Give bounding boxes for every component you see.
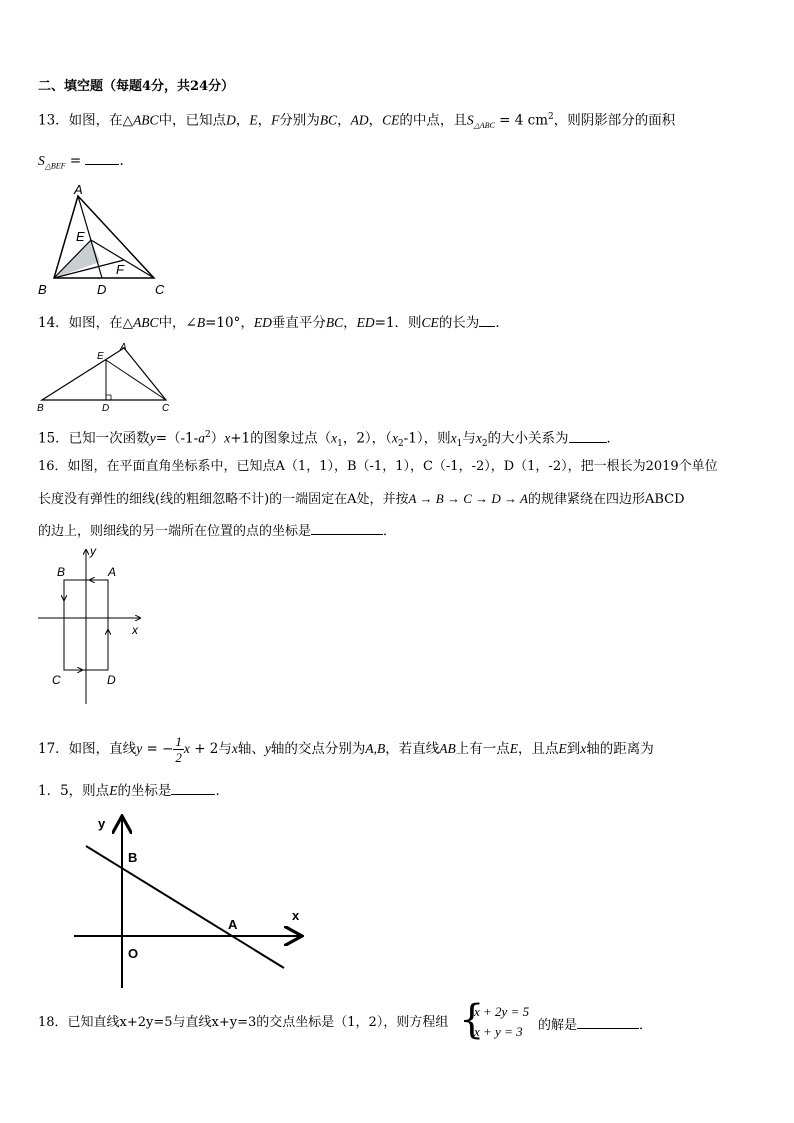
label-d: D (97, 282, 107, 297)
q18-line-end: 的解是 ． (538, 1014, 652, 1035)
answer-blank-18[interactable] (577, 1014, 639, 1029)
label-a: A (228, 917, 238, 932)
q15-line: 15．已知一次函数$y=(-1-a^2)x+1$的图象过点（$x_1$，2），$(x_2-1)$，则$x_1$与$x_2$的大小关系为 ． (38, 426, 620, 453)
q17-line-graph-figure (70, 812, 310, 992)
q14-line: 14．如图，在△ABC中，∠B=10°，ED垂直平分BC，ED=1．则CE的长为 ． (38, 312, 509, 332)
right-angle-mark (106, 395, 111, 400)
label-e: E (76, 229, 85, 244)
label-o: O (128, 946, 139, 961)
label-a: A (120, 342, 127, 353)
triangle-abc (42, 348, 166, 400)
q18-line: 18．已知直线x+2y=5与直线x+y=3的交点坐标是（1，2），则方程组 (38, 1015, 449, 1030)
label-b: B (37, 403, 44, 414)
q17-line2: 1．5，则点E的坐标是 ． (38, 780, 229, 800)
q16-line2: 长度没有弹性的细线(线的粗细忽略不计)的一端固定在A处，并按A → B → C → D → A的规律紧绕在四边形ABCD (38, 491, 685, 507)
label-f: F (116, 262, 124, 277)
q17-line1: 17．如图，直线y = − $\frac{1}{2}$ x + 2与x轴、y轴的交点分别为A,B，若直线AB上有一点E，且点E到x轴的距离为 (38, 734, 654, 765)
area-bef-symbol: S (38, 153, 45, 168)
label-d: D (107, 673, 116, 687)
label-b: B (128, 850, 138, 865)
path-arrows: A → B → C → D → A (408, 491, 528, 506)
section-title: 二、填空题（每题4分，共24分） (38, 79, 235, 94)
answer-blank-16[interactable] (311, 520, 383, 535)
label-e: E (97, 351, 104, 362)
equation-system: x + 2y = 5 x + y = 3 (474, 1004, 530, 1039)
q13-line2: $S_{\triangle BEF}$ = . (38, 150, 124, 176)
q14-triangle-figure (36, 340, 186, 415)
label-a: A (74, 182, 83, 197)
label-x: x (292, 908, 300, 923)
answer-blank-15[interactable] (569, 428, 607, 443)
q16-coordinate-figure (36, 544, 156, 704)
equation-system-brace: { (459, 997, 485, 1043)
segment-ec (106, 360, 166, 400)
label-d: D (102, 403, 110, 414)
line-ab (86, 846, 284, 968)
answer-blank-14[interactable] (479, 312, 495, 327)
q13-triangle-figure (36, 182, 176, 298)
label-b: B (57, 565, 66, 579)
area-abc-symbol: S (466, 112, 474, 128)
answer-blank-13[interactable] (85, 150, 119, 165)
label-a: A (108, 565, 117, 579)
label-y: y (90, 544, 96, 558)
q16-line3: 的边上，则细线的另一端所在位置的点的坐标是 ． (38, 520, 396, 541)
answer-blank-17[interactable] (171, 780, 215, 795)
label-c: C (52, 673, 61, 687)
label-c: C (162, 403, 170, 414)
label-y: y (98, 816, 106, 831)
label-x: x (132, 623, 138, 637)
label-b: B (38, 282, 47, 297)
q13-line1: 13．如图，在△ABC中，已知点D，E，F分别为BC，AD，CE的中点，且$S_{\triangle ABC} = 4$ $cm^2$，则阴影部分的面积 (38, 112, 676, 131)
q16-line1: 16．如图，在平面直角坐标系中，已知点A（1，1），B（-1，1），C（-1，-2），D（1，-2），把一根长为2019个单位 (38, 459, 718, 474)
fraction-one-half: $\frac{1}{2}$ (175, 734, 182, 765)
label-c: C (155, 282, 165, 297)
